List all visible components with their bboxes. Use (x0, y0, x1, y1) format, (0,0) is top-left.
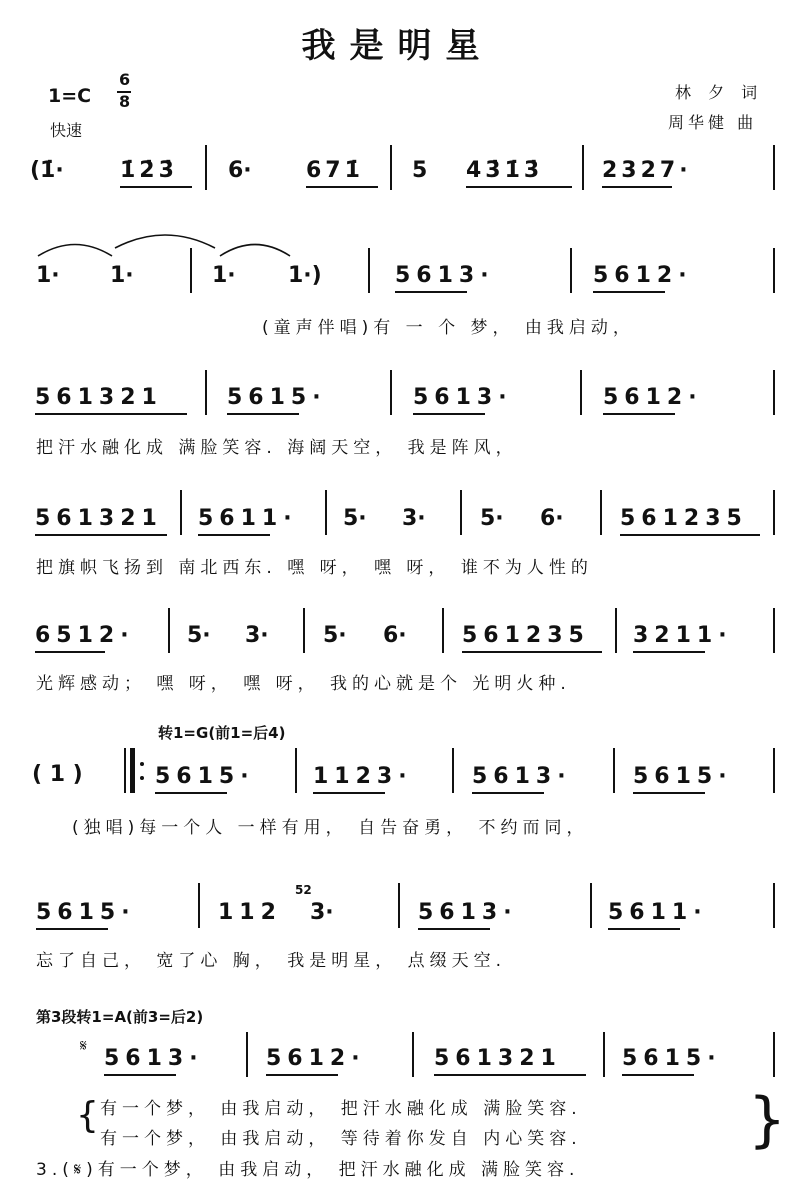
note-group: 112 (218, 900, 282, 925)
lyrics-line: 把旗帜飞扬到 南北西东. 嘿 呀， 嘿 呀， 谁不为人性的 (36, 558, 593, 578)
note-group: 5613· (472, 764, 572, 789)
underline (198, 534, 270, 536)
underline (35, 534, 167, 536)
bar-line (600, 490, 602, 535)
lyrics-line: (独唱)每一个人 一样有用， 自告奋勇， 不约而同， (72, 818, 589, 838)
note-group: 5 (412, 158, 428, 183)
underline (395, 291, 467, 293)
repeat-dot (140, 776, 144, 780)
note-group: 5· (480, 506, 504, 531)
underline (313, 792, 385, 794)
underline (434, 1074, 586, 1076)
underline (155, 792, 227, 794)
note-group: 2327· (602, 158, 692, 183)
underline (633, 651, 705, 653)
repeat-rest-group: ( 1 ) (32, 762, 83, 787)
bar-line (773, 883, 775, 928)
lyrics-line: 3.(𝄋)有一个梦， 由我启动， 把汗水融化成 满脸笑容. (36, 1160, 580, 1180)
bar-line (773, 370, 775, 415)
note-group: 1123· (313, 764, 413, 789)
underline (608, 928, 680, 930)
note-group: 6· (228, 158, 252, 183)
bar-line (180, 490, 182, 535)
underline (593, 291, 665, 293)
bar-line (773, 608, 775, 653)
key-signature: 1=C (48, 85, 92, 107)
note-group: 5612· (603, 385, 703, 410)
bar-line (460, 490, 462, 535)
note-group: 561321 (35, 385, 163, 410)
note-group: 5· (187, 623, 211, 648)
bar-line (246, 1032, 248, 1077)
note-group: 5615· (155, 764, 255, 789)
note-group: 5613· (395, 263, 495, 288)
underline (620, 534, 760, 536)
bar-line (582, 145, 584, 190)
lyrics-line: 有一个梦， 由我启动， 等待着你发自 内心笑容. (100, 1129, 582, 1149)
underline (35, 413, 187, 415)
segno-icon: 𝄋 (80, 1036, 87, 1055)
underline (602, 186, 672, 188)
note-group: 1·) (288, 263, 322, 288)
bar-line (615, 608, 617, 653)
note-group: 5615· (227, 385, 327, 410)
note-group: 1· (36, 263, 60, 288)
note-group: 5612· (593, 263, 693, 288)
bar-line (390, 145, 392, 190)
repeat-dot (140, 762, 144, 766)
note-group: 3· (310, 900, 334, 925)
note-group: 561235 (620, 506, 748, 531)
bar-line (773, 748, 775, 793)
note-group: 5615· (622, 1046, 722, 1071)
composer-credit: 周华健 曲 (668, 113, 758, 132)
lyrics-line: (童声伴唱)有 一 个 梦， 由我启动， (262, 318, 635, 338)
grace-note: 52 (295, 883, 312, 897)
bar-line (398, 883, 400, 928)
underline (104, 1074, 176, 1076)
bar-line (442, 608, 444, 653)
key-change-marking: 转1=G(前1=后4) (158, 724, 286, 742)
underline (35, 651, 105, 653)
underline (36, 928, 108, 930)
bar-line (205, 370, 207, 415)
bar-line (190, 248, 192, 293)
note-group: 3· (245, 623, 269, 648)
lyrics-line: 忘了自己， 宽了心 胸， 我是明星， 点缀天空. (36, 951, 507, 971)
repeat-bar-thin (124, 748, 126, 793)
bar-line (390, 370, 392, 415)
underline (466, 186, 572, 188)
bar-line (773, 1032, 775, 1077)
underline (462, 651, 602, 653)
note-group: 6512· (35, 623, 135, 648)
song-title: 我是明星 (301, 26, 494, 66)
bar-line (368, 248, 370, 293)
note-group: 5611· (608, 900, 708, 925)
repeat-bar-thick (130, 748, 135, 793)
bar-line (613, 748, 615, 793)
note-group: 5613· (413, 385, 513, 410)
note-group: 1· (212, 263, 236, 288)
note-group: 5613· (104, 1046, 204, 1071)
bar-line (295, 748, 297, 793)
note-group: 6· (540, 506, 564, 531)
time-signature-top: 6 (119, 70, 131, 89)
note-group: 5615· (633, 764, 733, 789)
bar-line (325, 490, 327, 535)
note-group: 5615· (36, 900, 136, 925)
bar-line (773, 248, 775, 293)
note-group: 1̇2̇3̇ (120, 158, 178, 183)
lyricist-credit: 林 夕 词 (675, 83, 764, 102)
note-group: 5612· (266, 1046, 366, 1071)
underline (306, 186, 378, 188)
underline (418, 928, 490, 930)
bar-line (198, 883, 200, 928)
time-signature-bottom: 8 (119, 92, 131, 111)
bar-line (580, 370, 582, 415)
note-group: 561321 (434, 1046, 562, 1071)
tempo-marking: 快速 (50, 121, 83, 140)
lyrics-line: 光辉感动； 嘿 呀， 嘿 呀， 我的心就是个 光明火种. (36, 674, 571, 694)
bar-line (168, 608, 170, 653)
note-group: (1̇· (30, 158, 64, 183)
underline (227, 413, 299, 415)
note-group: 5· (323, 623, 347, 648)
bar-line (590, 883, 592, 928)
note-group: 561321 (35, 506, 163, 531)
lyrics-line: 把汗水融化成 满脸笑容. 海阔天空， 我是阵风， (36, 438, 518, 458)
underline (603, 413, 675, 415)
verse-brace: { (76, 1095, 99, 1136)
verse-bracket-right: } (748, 1085, 787, 1155)
underline (120, 186, 192, 188)
note-group: 6· (383, 623, 407, 648)
underline (266, 1074, 338, 1076)
note-group: 3· (402, 506, 426, 531)
note-group: 5· (343, 506, 367, 531)
key-change-marking: 第3段转1=A(前3=后2) (36, 1008, 204, 1026)
bar-line (570, 248, 572, 293)
bar-line (603, 1032, 605, 1077)
underline (413, 413, 485, 415)
note-group: 43̇1̇3̇ (466, 158, 544, 183)
lyrics-line: 有一个梦， 由我启动， 把汗水融化成 满脸笑容. (100, 1099, 582, 1119)
note-group: 671̇ (306, 158, 364, 183)
note-group: 3211· (633, 623, 733, 648)
note-group: 561235 (462, 623, 590, 648)
bar-line (452, 748, 454, 793)
bar-line (773, 145, 775, 190)
note-group: 1· (110, 263, 134, 288)
underline (633, 792, 705, 794)
note-group: 5611· (198, 506, 298, 531)
underline (622, 1074, 694, 1076)
bar-line (773, 490, 775, 535)
bar-line (412, 1032, 414, 1077)
note-group: 5613· (418, 900, 518, 925)
underline (472, 792, 544, 794)
bar-line (303, 608, 305, 653)
bar-line (205, 145, 207, 190)
